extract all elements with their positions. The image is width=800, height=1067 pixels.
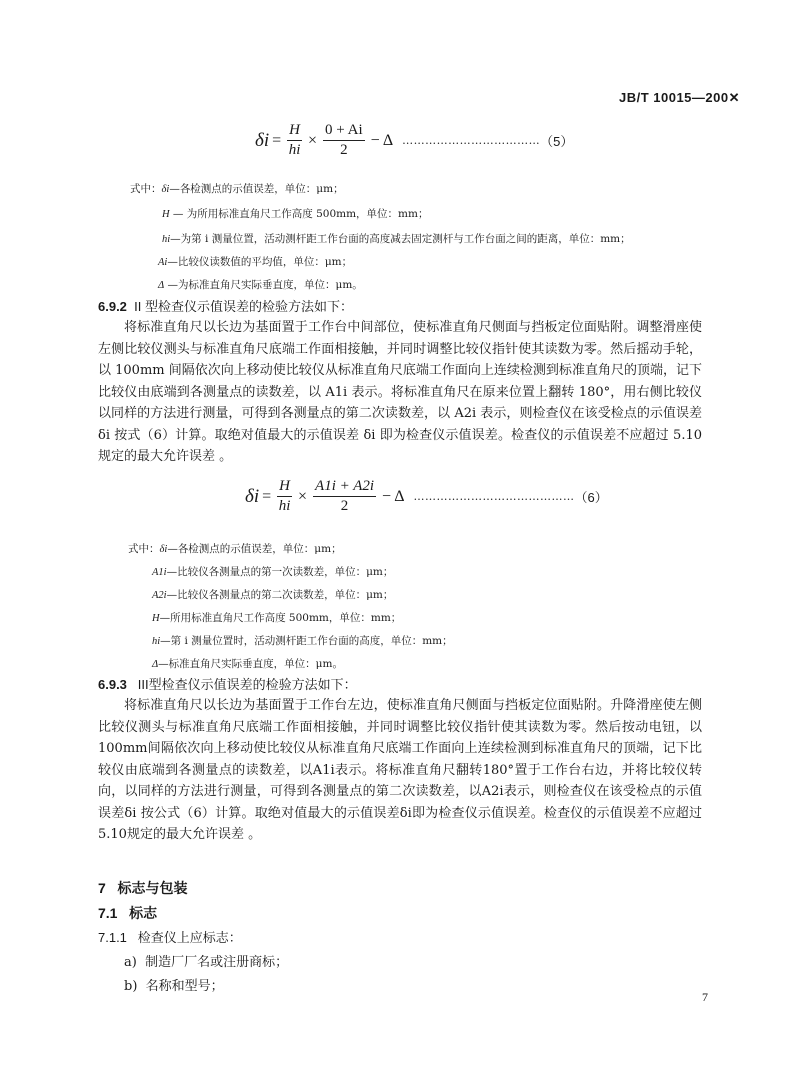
- chapter-number: 7: [98, 880, 106, 896]
- legend-text: —第 i 测量位置时，活动测杆距工作台面的高度，单位：mm；: [160, 635, 453, 647]
- formula-fraction-2: [313, 478, 376, 515]
- legend-text: —比较仪各测量点的第二次读数差，单位：μm；: [166, 589, 394, 601]
- section-number: 7.1: [98, 905, 118, 921]
- equation-number: （6）: [574, 490, 608, 505]
- section-title: II 型检查仪示值误差的检验方法如下：: [134, 299, 353, 314]
- fraction-numerator: H: [287, 122, 302, 141]
- formula-minus-delta: − Δ: [382, 487, 405, 505]
- formula-fraction-1: [287, 122, 302, 159]
- legend-symbol: H: [162, 209, 170, 220]
- formula-eq: =: [262, 487, 272, 505]
- formula-leader-dots: ……………………………………: [413, 490, 575, 503]
- legend-symbol: hi: [152, 636, 161, 647]
- section-heading-6-9-2: [98, 296, 353, 315]
- legend-6-line: [152, 564, 393, 579]
- legend-symbol: H: [152, 613, 160, 624]
- formula-times: ×: [308, 131, 318, 149]
- formula-fraction-1: [277, 478, 292, 515]
- fraction-numerator: 0 + Ai: [323, 122, 365, 141]
- legend-6-line: [152, 656, 343, 671]
- legend-text: —各检测点的示值误差，单位：μm；: [167, 543, 342, 555]
- legend-5-line: [162, 231, 631, 246]
- fraction-denominator: 2: [340, 498, 349, 514]
- section-title: 标志: [129, 905, 158, 921]
- section-number: 6.9.3: [98, 677, 127, 692]
- section-title: III型检查仪示值误差的检验方法如下：: [137, 677, 357, 692]
- formula-6: [245, 478, 608, 515]
- legend-5-line: [158, 254, 352, 269]
- legend-text: —标准直角尺实际垂直度，单位：μm。: [158, 658, 343, 670]
- formula-minus-delta: − Δ: [370, 131, 394, 149]
- legend-symbol: A2i: [152, 590, 167, 601]
- chapter-heading-7: [98, 878, 187, 898]
- paragraph-6-9-3: [98, 695, 702, 846]
- legend-5-line: [158, 277, 363, 292]
- paragraph-text: 将标准直角尺以长边为基面置于工作台中间部位，使标准直角尺侧面与挡板定位面贴附。调整滑座使左侧比较仪测头与标准直角尺底端工作面相接触，并同时调整比较仪指针使其读数为零。然后摇动手轮，以 100mm 间隔依次向上移动使比较仪从标准直角尺底端工作面向上连续检测到标准直角尺的顶端，记下比较仪由底端到各测量点的读数差，以 A1i 表示。将标准直角尺在原来位置上翻转 180°，用右侧比较仪以同样的方法进行测量，可得到各测量点的第二次读数差，以 A2i 表示，则检查仪在该受检点的示值误差 δi 按式（6）计算。取绝对值最大的示值误差 δi 即为检查仪示值误差。检查仪的示值误差不应超过 5.10 规定的最大允许误差 。: [98, 320, 702, 464]
- legend-text: —比较仪读数值的平均值，单位：μm；: [167, 256, 353, 268]
- list-item: [124, 975, 224, 994]
- legend-text: — 为所用标准直角尺工作高度 500mm，单位：mm；: [169, 208, 429, 220]
- legend-text: —比较仪各测量点的第一次读数差，单位：μm；: [166, 566, 394, 578]
- legend-symbol: A1i: [152, 567, 167, 578]
- paragraph-6-9-2: [98, 317, 702, 468]
- legend-symbol: Δ: [158, 280, 165, 291]
- section-heading-6-9-3: [98, 674, 357, 693]
- formula-leader-dots: ………………………………: [402, 134, 541, 147]
- fraction-numerator: H: [277, 478, 292, 497]
- legend-text: —所用标准直角尺工作高度 500mm，单位：mm；: [159, 612, 402, 624]
- legend-6-line: [152, 633, 453, 648]
- legend-symbol: Δ: [152, 659, 159, 670]
- formula-lhs: δi: [245, 485, 260, 507]
- list-item-label: a): [124, 955, 137, 970]
- legend-6-line: [128, 541, 342, 556]
- section-title: 检查仪上应标志：: [137, 930, 242, 945]
- formula-fraction-2: [323, 122, 365, 159]
- legend-prefix: 式中：: [130, 183, 162, 195]
- page-number: 7: [702, 990, 708, 1004]
- formula-lhs: δi: [255, 129, 270, 151]
- legend-symbol: hi: [162, 234, 171, 245]
- section-heading-7-1-1: [98, 927, 242, 946]
- list-item-text: 制造厂厂名或注册商标；: [145, 955, 289, 970]
- formula-5: [255, 122, 573, 159]
- legend-symbol: δi: [159, 544, 168, 555]
- list-item: [124, 951, 288, 970]
- section-number: 7.1.1: [98, 930, 127, 945]
- formula-eq: =: [272, 131, 282, 149]
- fraction-denominator: hi: [278, 498, 291, 514]
- legend-6-line: [152, 610, 401, 625]
- legend-symbol: Ai: [158, 257, 168, 268]
- paragraph-text: 将标准直角尺以长边为基面置于工作台左边，使标准直角尺侧面与挡板定位面贴附。升降滑座使左侧比较仪测头与标准直角尺底端工作面相接触，并同时调整比较仪指针使其读数为零。然后按动电钮，以100mm间隔依次向上移动使比较仪从标准直角尺底端工作面向上连续检测到标准直角尺的顶端，记下比较仪由底端到各测量点的读数差，以A1i表示。将标准直角尺翻转180°置于工作台右边，并将比较仪转向，以同样的方法进行测量，可得到各测量点的第二次读数差，以A2i表示，则检查仪在该受检点的示值误差δi 按公式（6）计算。取绝对值最大的示值误差δi即为检查仪示值误差。检查仪的示值误差不应超过5.10规定的最大允许误差 。: [98, 698, 702, 842]
- legend-text: —为第 i 测量位置，活动测杆距工作台面的高度减去固定测杆与工作台面之间的距离，单位：mm；: [170, 233, 631, 245]
- list-item-text: 名称和型号；: [145, 979, 224, 994]
- section-heading-7-1: [98, 903, 157, 923]
- fraction-denominator: 2: [340, 142, 348, 158]
- formula-times: ×: [298, 487, 308, 505]
- legend-5-line: [130, 181, 344, 196]
- list-item-label: b): [124, 979, 138, 994]
- equation-number: （5）: [540, 134, 574, 149]
- legend-text: —为标准直角尺实际垂直度，单位：μm。: [164, 279, 363, 291]
- legend-text: —各检测点的示值误差，单位：μm；: [169, 183, 344, 195]
- fraction-denominator: hi: [288, 142, 301, 158]
- fraction-numerator: A1i + A2i: [313, 478, 376, 497]
- legend-5-line: [162, 206, 428, 221]
- document-code: JB/T 10015—200✕: [618, 90, 740, 105]
- chapter-title: 标志与包装: [117, 880, 188, 896]
- section-number: 6.9.2: [98, 299, 127, 314]
- legend-prefix: 式中：: [128, 543, 160, 555]
- legend-6-line: [152, 587, 393, 602]
- legend-symbol: δi: [161, 184, 170, 195]
